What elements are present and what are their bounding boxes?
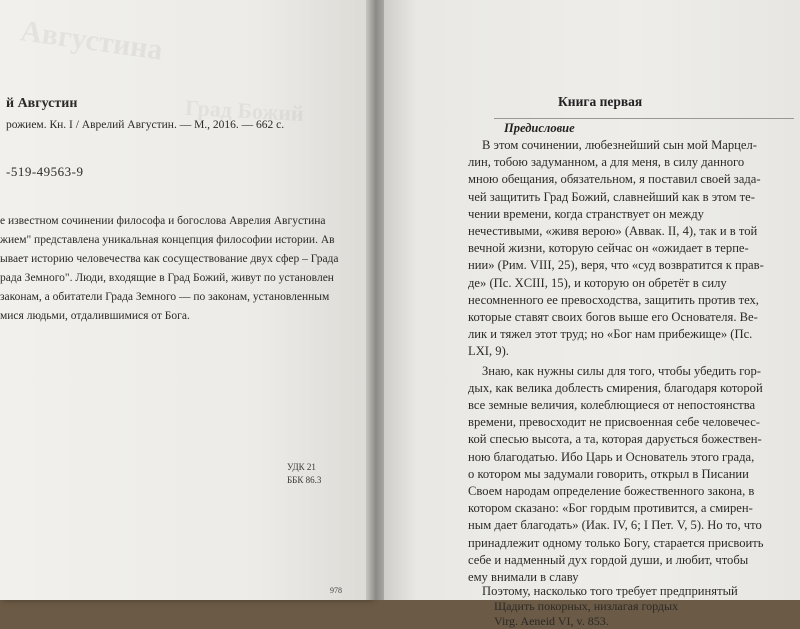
right-page xyxy=(384,0,800,629)
paragraph-line: дых, как велика доблесть смирения, благодаря которой xyxy=(468,380,763,395)
book-heading: Книга первая xyxy=(558,94,643,109)
paragraph-line: де» (Пс. XCIII, 15), и которую он обретёт в силу xyxy=(468,275,727,290)
paragraph-line: Знаю, как нужны силы для того, чтобы убедить гор- xyxy=(482,363,761,378)
annotation-line: законам, а обитатели Града Земного — по законам, установленным xyxy=(0,291,330,303)
paragraph-line: LXI, 9). xyxy=(468,344,509,359)
isbn: -519-49563-9 xyxy=(6,164,84,179)
paragraph-line: принадлежит одному только Богу, старается присвоить xyxy=(468,535,764,550)
paragraph-line: ему внимали в славу xyxy=(468,570,579,584)
paragraph-line: времени, превосходит не присвоенная себе человечес- xyxy=(468,415,760,430)
paragraph-line: Своем народам определение божественного закона, в xyxy=(468,484,755,498)
epigraph-source: Virg. Aeneid VI, v. 853. xyxy=(494,614,609,629)
annotation-line: ывает историю человечества как сосуществование двух сфер – Града xyxy=(0,253,339,265)
bbk-code: ББК 86.3 xyxy=(287,475,322,485)
paragraph-line: чей защитить Град Божий, славнейший как в этом те- xyxy=(468,189,755,204)
paragraph-line: лик и тяжел этот труд; но «Бог нам прибежище» (Пс. xyxy=(468,327,753,342)
paragraph-line: мною обещания, обязательном, я поставил своей зада- xyxy=(468,172,761,187)
author-name: й Августин xyxy=(6,96,78,111)
annotation-line: мися людьми, отдалившимися от Бога. xyxy=(0,310,190,322)
paragraph-line: которые ставят своих богов выше его Основателя. Ве- xyxy=(468,310,758,324)
annotation-line: е известном сочинении философа и богослова Аврелия Августина xyxy=(0,215,326,227)
paragraph-line: о котором мы задумали говорить, открыл в Писании xyxy=(468,466,749,481)
left-page xyxy=(0,0,372,600)
heading-rule xyxy=(494,118,794,119)
paragraph-line: кой спесью высота, а та, которая дарується божествен- xyxy=(468,432,762,447)
paragraph-line: В этом сочинении, любезнейший сын мой Марцел- xyxy=(482,138,757,152)
paragraph-line: вечной жизни, которую сейчас он «ожидает в терпе- xyxy=(468,241,749,256)
udk-code: УДК 21 xyxy=(287,462,316,472)
annotation-line: рада Земного". Люди, входящие в Град Божий, живут по установлен xyxy=(0,272,334,284)
ghost-print-through: Град Божий xyxy=(184,94,305,127)
paragraph-line: ною благодатью. Ибо Царь и Основатель этого града, xyxy=(468,449,755,464)
paragraph-line: себе и надменный дух гордой души, и любит, чтобы xyxy=(468,552,749,567)
paragraph-line: нечестивыми, «живя верою» (Аввак. II, 4), так и в той xyxy=(468,224,758,238)
paragraph-line: все земные величия, колеблющиеся от непостоянства xyxy=(468,398,756,412)
paragraph-line: котором сказано: «Бог гордым противится, а смирен- xyxy=(468,501,753,516)
paragraph-line: несомненного ее превосходства, защитить против тех, xyxy=(468,292,759,307)
bibliographic-line: рожием. Кн. I / Аврелий Августин. — М., 2016. — 662 с. xyxy=(6,119,285,131)
paragraph-line: нии» (Рим. VIII, 25), веря, что «суд возвратится к прав- xyxy=(468,258,764,273)
preface-heading: Предисловие xyxy=(504,121,575,135)
epigraph-line: Щадить покорных, низлагая гордых xyxy=(494,599,679,614)
paragraph-line: Поэтому, насколько того требует предпринятый xyxy=(482,584,738,598)
paragraph-line: лин, тобою задуманном, а для меня, в силу данного xyxy=(468,155,745,170)
annotation-line: жием" представлена уникальная концепция философии истории. Ав xyxy=(0,234,335,246)
paragraph-line: чении времени, когда странствует он между xyxy=(468,206,704,221)
page-number: 978 xyxy=(330,586,342,595)
paragraph-line: ным дает благодать» (Иак. IV, 6; I Пет. V, 5). Но то, что xyxy=(468,518,762,533)
ghost-print-through: Августина xyxy=(18,14,165,67)
